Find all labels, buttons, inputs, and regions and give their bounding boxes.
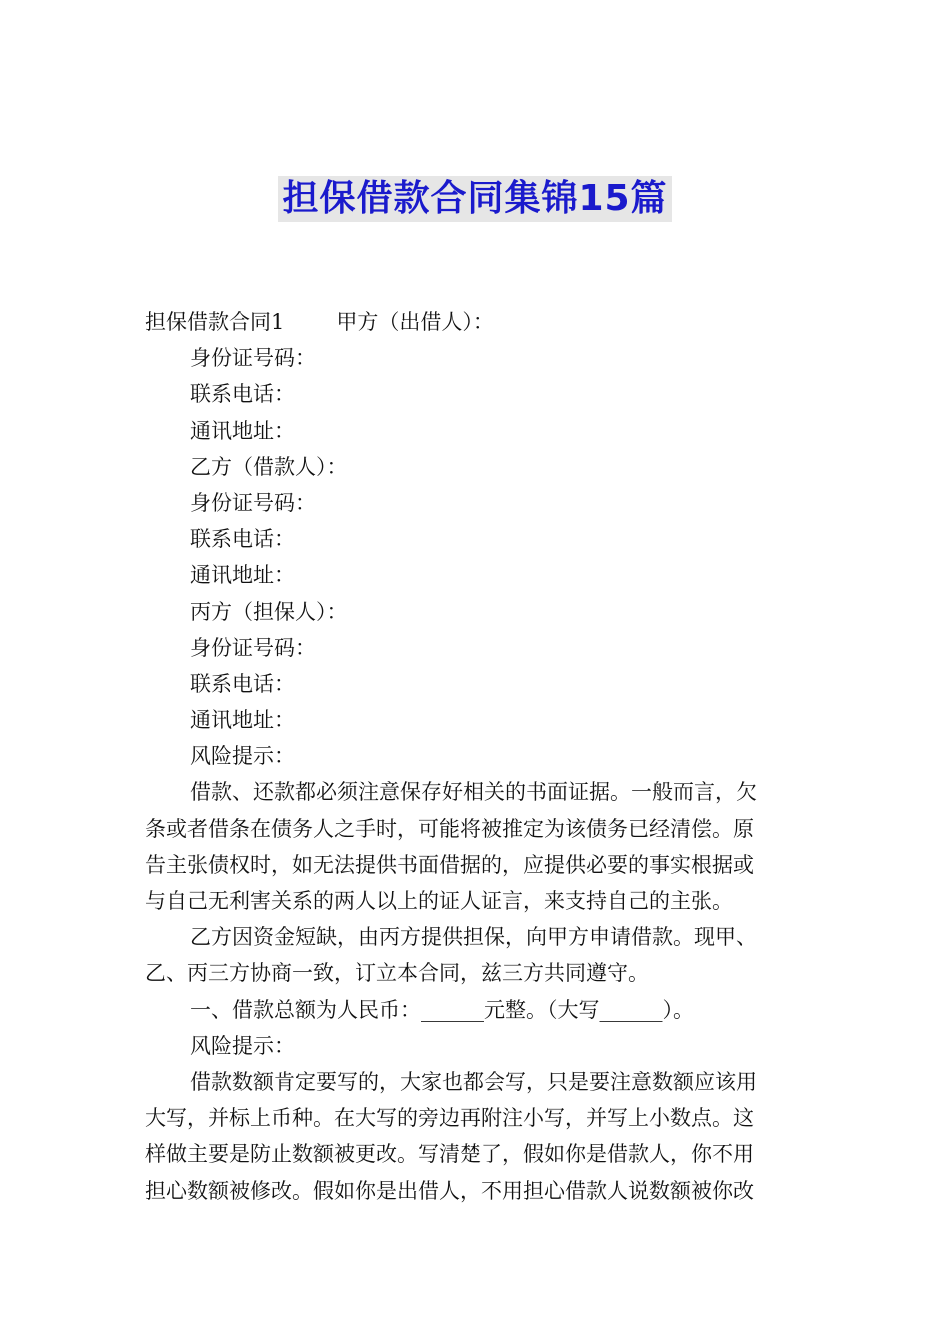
document-title: 担保借款合同集锦15篇 bbox=[278, 176, 671, 222]
risk-paragraph-1-line: 条或者借条在债务人之手时，可能将被推定为该债务已经清偿。原 bbox=[145, 816, 754, 841]
party-b-id-field: 身份证号码： bbox=[190, 490, 316, 515]
risk-paragraph-2-line: 大写，并标上币种。在大写的旁边再附注小写，并写上小数点。这 bbox=[145, 1106, 754, 1131]
risk-paragraph-2-line: 担心数额被修改。假如你是出借人，不用担心借款人说数额被你改 bbox=[145, 1178, 754, 1203]
party-c-address-field: 通讯地址： bbox=[190, 708, 295, 733]
intro-paragraph bbox=[145, 919, 810, 991]
party-b-phone-field: 联系电话： bbox=[190, 527, 295, 552]
party-c-phone-field: 联系电话： bbox=[190, 671, 295, 696]
title-container bbox=[0, 176, 950, 222]
risk-paragraph-2-line: 借款数额肯定要写的，大家也都会写，只是要注意数额应该用 bbox=[190, 1069, 757, 1094]
document-body bbox=[145, 304, 810, 1209]
party-a-id-field: 身份证号码： bbox=[190, 346, 316, 371]
risk-paragraph-2-line: 样做主要是防止数额被更改。写清楚了，假如你是借款人，你不用 bbox=[145, 1142, 754, 1167]
intro-paragraph-line: 乙方因资金短缺，由丙方提供担保，向甲方申请借款。现甲、 bbox=[190, 925, 757, 950]
risk-paragraph-1-line: 借款、还款都必须注意保存好相关的书面证据。一般而言，欠 bbox=[190, 780, 757, 805]
risk-paragraph-1-line: 告主张债权时，如无法提供书面借据的，应提供必要的事实根据或 bbox=[145, 852, 754, 877]
risk-label-2: 风险提示： bbox=[190, 1033, 295, 1058]
contract-number: 担保借款合同1 bbox=[145, 310, 285, 334]
party-b-label: 乙方（借款人）： bbox=[190, 454, 348, 479]
intro-paragraph-line: 乙、丙三方协商一致，订立本合同，兹三方共同遵守。 bbox=[145, 961, 649, 986]
heading-line bbox=[145, 304, 810, 340]
party-b-address-field: 通讯地址： bbox=[190, 563, 295, 588]
party-c-label: 丙方（担保人）： bbox=[190, 599, 348, 624]
party-a-phone-field: 联系电话： bbox=[190, 382, 295, 407]
risk-paragraph-1-line: 与自己无利害关系的两人以上的证人证言，来支持自己的主张。 bbox=[145, 889, 733, 913]
party-a-address-field: 通讯地址： bbox=[190, 418, 295, 443]
party-a-label: 甲方（出借人）： bbox=[336, 310, 494, 334]
party-c-id-field: 身份证号码： bbox=[190, 635, 316, 660]
clause-1: 一、借款总额为人民币：______元整。（大写______）。 bbox=[190, 997, 694, 1022]
risk-paragraph-1 bbox=[145, 774, 810, 919]
risk-label-1: 风险提示： bbox=[190, 744, 295, 769]
risk-paragraph-2 bbox=[145, 1064, 810, 1209]
